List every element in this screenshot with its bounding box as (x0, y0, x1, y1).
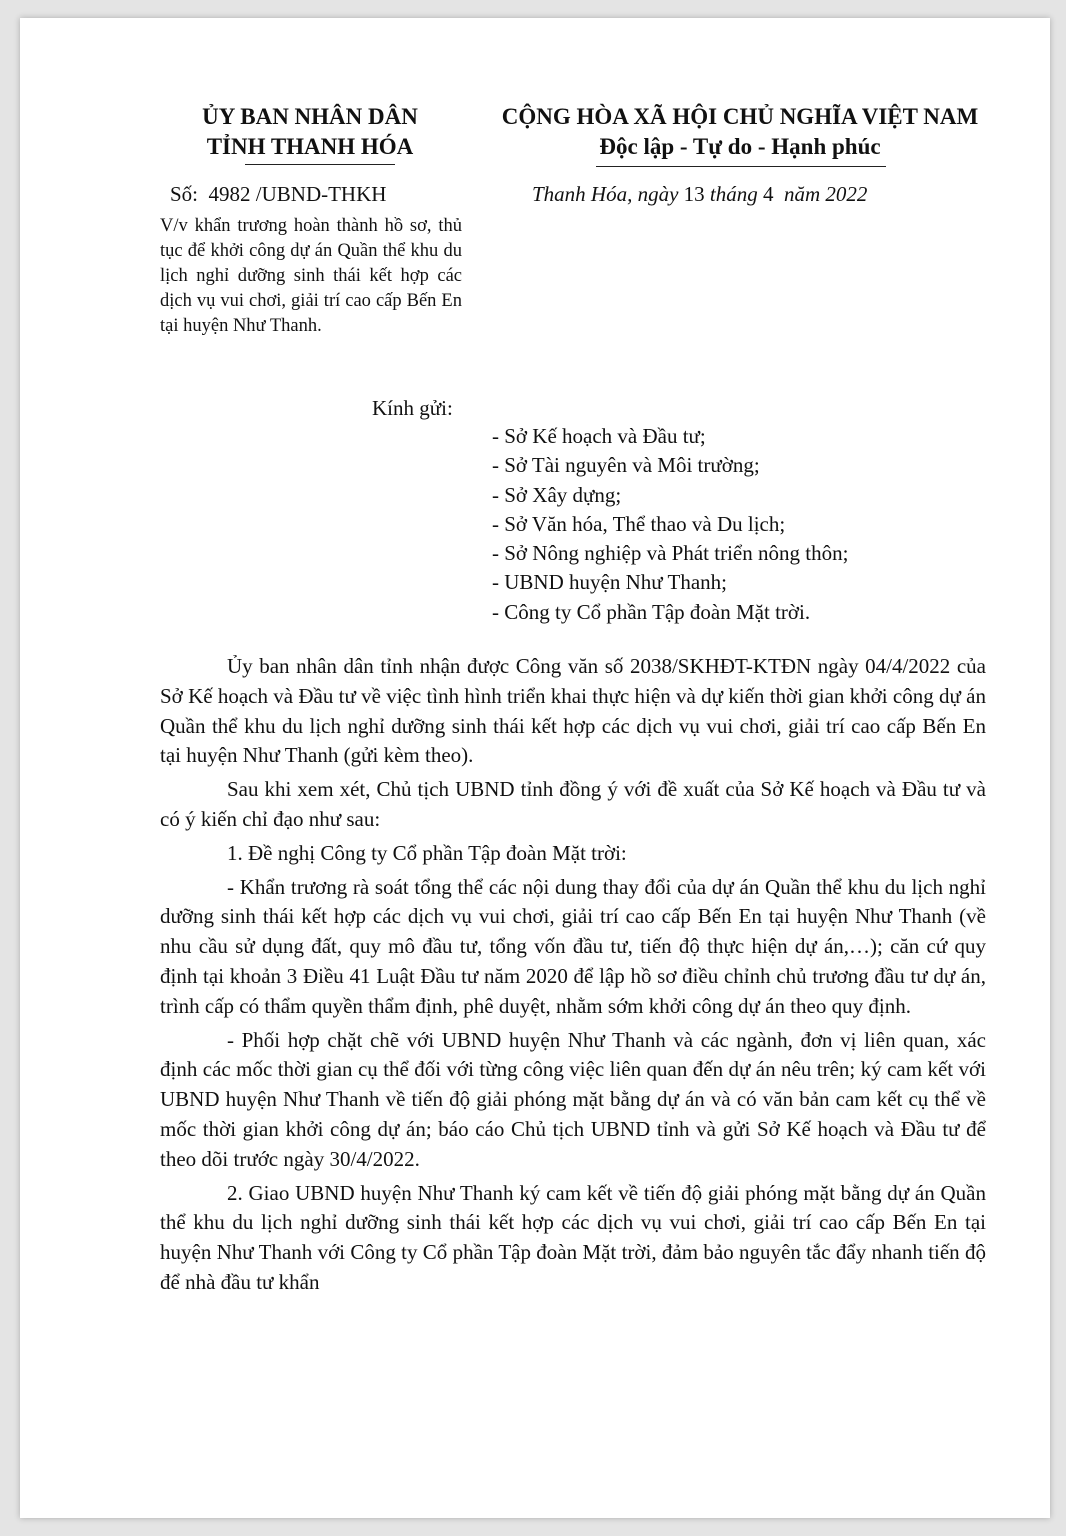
recipient-item: - Sở Kế hoạch và Đầu tư; (492, 424, 706, 448)
recipients-label: Kính gửi: (372, 396, 453, 420)
document-date (532, 182, 867, 207)
recipient-item: - Sở Văn hóa, Thể thao và Du lịch; (492, 511, 786, 536)
body-paragraph: 2. Giao UBND huyện Như Thanh ký cam kết về tiến độ giải phóng mặt bằng dự án Quần thể khu du lịch nghỉ dưỡng sinh thái kết hợp các dịch vụ vui chơi, giải trí cao cấp Bến En tại huyện Như Thanh với Công ty Cổ phần Tập đoàn Mặt trời, đảm bảo nguyên tắc đẩy nhanh tiến độ để nhà đầu tư khẩn (160, 1180, 986, 1294)
recipient-item: - Sở Tài nguyên và Môi trường; (492, 453, 760, 478)
body-paragraph: 1. Đề nghị Công ty Cổ phần Tập đoàn Mặt trời: (227, 840, 627, 865)
doc-number-suffix: /UBND-THKH (255, 182, 387, 206)
recipient-list (492, 422, 848, 627)
doc-number-value: 4982 (208, 182, 251, 206)
date-month-label: tháng (709, 182, 758, 206)
agency-line-1: ỦY BAN NHÂN DÂN (202, 104, 418, 129)
document-body (160, 652, 986, 1298)
date-day: 13 (683, 182, 705, 206)
agency-underline (245, 164, 395, 165)
recipient-item: - Sở Xây dựng; (492, 482, 622, 507)
subject-line: V/v khẩn trương hoàn thành hồ sơ, thủ tục để khởi công dự án Quần thể khu du lịch nghỉ dưỡng sinh thái kết hợp các dịch vụ vui chơi, giải trí cao cấp Bến En tại huyện Như Thanh. (160, 216, 462, 336)
motto-line-1: CỘNG HÒA XÃ HỘI CHỦ NGHĨA VIỆT NAM (501, 104, 979, 129)
recipient-item: - Sở Nông nghiệp và Phát triển nông thôn; (492, 541, 849, 566)
issuing-agency (140, 102, 480, 162)
date-year: năm 2022 (784, 182, 868, 206)
recipient-item: - UBND huyện Như Thanh; (492, 570, 727, 595)
body-paragraph: - Khẩn trương rà soát tổng thể các nội dung thay đổi của dự án Quần thể khu du lịch nghỉ dưỡng sinh thái kết hợp các dịch vụ vui chơi, giải trí cao cấp Bến En tại huyện Như Thanh (về nhu cầu sử dụng đất, quy mô đầu tư, tổng vốn đầu tư, tiến độ thực hiện dự án,…); căn cứ quy định tại khoản 3 Điều 41 Luật Đầu tư năm 2020 để lập hồ sơ điều chỉnh chủ trương đầu tư dự án, trình cấp có thẩm quyền thẩm định, phê duyệt, nhằm sớm khởi công dự án theo quy định. (160, 874, 986, 1018)
body-paragraph: Sau khi xem xét, Chủ tịch UBND tỉnh đồng ý với đề xuất của Sở Kế hoạch và Đầu tư và có ý kiến chỉ đạo như sau: (160, 777, 986, 831)
date-month: 4 (763, 182, 774, 206)
motto-line-2: Độc lập - Tự do - Hạnh phúc (599, 134, 881, 159)
body-paragraph: Ủy ban nhân dân tỉnh nhận được Công văn số 2038/SKHĐT-KTĐN ngày 04/4/2022 của Sở Kế hoạch và Đầu tư về việc tình hình triển khai thực hiện và dự kiến thời gian khởi công dự án Quần thể khu du lịch nghỉ dưỡng sinh thái kết hợp các dịch vụ vui chơi, giải trí cao cấp Bến En tại huyện Như Thanh (gửi kèm theo). (160, 654, 986, 768)
body-paragraph: - Phối hợp chặt chẽ với UBND huyện Như Thanh và các ngành, đơn vị liên quan, xác định các mốc thời gian cụ thể đối với từng công việc liên quan đến dự án nêu trên; ký cam kết với UBND huyện Như Thanh về tiến độ giải phóng mặt bằng dự án và có văn bản cam kết cụ thể về mốc thời gian khởi công dự án; báo cáo Chủ tịch UBND tỉnh và gửi Sở Kế hoạch và Đầu tư để theo dõi trước ngày 30/4/2022. (160, 1027, 986, 1171)
document-number (170, 182, 386, 207)
national-motto (470, 102, 1010, 162)
recipient-item: - Công ty Cổ phần Tập đoàn Mặt trời. (492, 599, 811, 624)
document-page (20, 18, 1050, 1518)
motto-underline (596, 166, 886, 167)
agency-line-2: TỈNH THANH HÓA (206, 134, 414, 159)
date-place: Thanh Hóa, ngày (532, 182, 679, 206)
doc-number-prefix: Số: (170, 182, 199, 206)
